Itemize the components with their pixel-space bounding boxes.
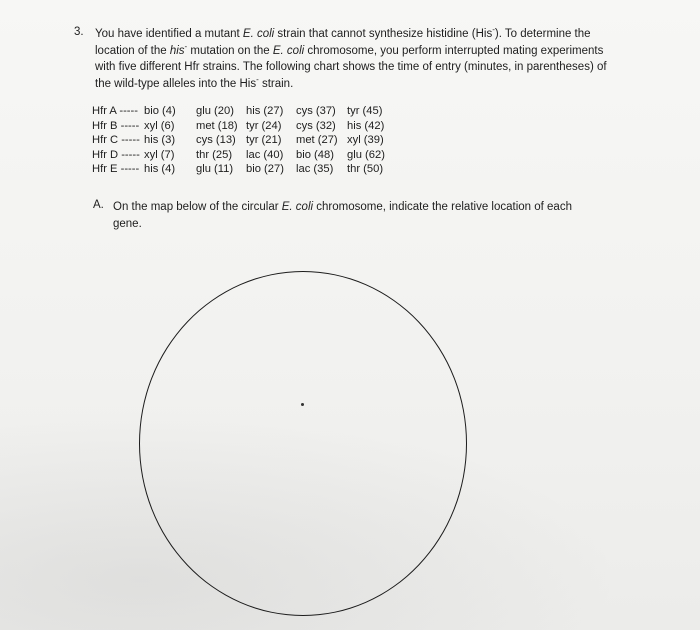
gene-entry: glu (20) [196, 105, 234, 117]
gene-entry: his (3) [144, 134, 176, 147]
hfr-entry-table [92, 104, 397, 177]
circle-center-dot [301, 403, 304, 406]
organism-name: E. coli [242, 28, 275, 40]
hfr-strain-label: Hfr C ----- [92, 134, 140, 147]
gene-entry: bio (48) [296, 148, 334, 161]
gene-entry: tyr (24) [246, 119, 282, 132]
part-a-text-part: chromosome, indicate the relative location of each gene. [113, 201, 572, 230]
part-a-label: A. [93, 199, 104, 211]
superscript-minus: - [184, 41, 188, 51]
organism-name: E. coli [272, 44, 305, 57]
hfr-strain-label: Hfr A ----- [92, 105, 138, 117]
hfr-strain-label: Hfr E ----- [92, 163, 140, 176]
gene-entry: lac (40) [246, 148, 284, 161]
gene-entry: xyl (39) [347, 134, 384, 147]
gene-entry: his (42) [347, 119, 385, 132]
gene-entry: his (4) [144, 163, 176, 176]
gene-entry: lac (35) [296, 163, 334, 176]
gene-entry: cys (13) [196, 134, 236, 147]
part-a-text-part: On the map below of the circular [113, 201, 282, 213]
question-text-part: ). To determine the location of the [95, 28, 591, 57]
question-number: 3. [74, 26, 84, 38]
gene-entry: glu (11) [196, 163, 234, 176]
question-text-part: chromosome, you perform interrupted mating experiments with five different Hfr strains. The following chart shows the time of entry (minutes, in parentheses) of the wild-type alleles into the His [95, 44, 607, 90]
gene-entry: thr (50) [347, 163, 384, 176]
table-row [92, 119, 397, 134]
gene-entry: met (18) [196, 119, 238, 132]
question-text-part: strain. [258, 77, 294, 90]
gene-entry: tyr (21) [246, 134, 282, 147]
gene-entry: tyr (45) [347, 105, 383, 117]
gene-entry: bio (4) [144, 105, 176, 117]
organism-name: E. coli [281, 201, 314, 213]
superscript-minus: - [256, 74, 259, 84]
table-row [92, 148, 397, 163]
part-a-prompt [113, 199, 603, 232]
table-row [92, 162, 397, 177]
question-text [95, 26, 615, 92]
gene-entry: xyl (7) [144, 148, 175, 161]
gene-entry: xyl (6) [144, 119, 175, 132]
gene-entry: glu (62) [347, 148, 385, 161]
hfr-strain-label: Hfr D ----- [92, 148, 140, 161]
question-text-part: strain that cannot synthesize histidine (His [274, 28, 493, 40]
gene-entry: met (27) [296, 134, 338, 147]
question-text-part: mutation on the [187, 44, 273, 57]
hfr-strain-label: Hfr B ----- [92, 119, 140, 132]
gene-entry: cys (37) [296, 105, 336, 117]
chromosome-map-circle[interactable] [139, 271, 467, 616]
gene-entry: thr (25) [196, 148, 233, 161]
table-row [92, 104, 397, 119]
table-row [92, 133, 397, 148]
question-text-part: You have identified a mutant [95, 28, 243, 40]
gene-entry: cys (32) [296, 119, 336, 132]
superscript-minus: - [492, 25, 495, 35]
gene-entry: bio (27) [246, 163, 284, 176]
gene-entry: his (27) [246, 105, 284, 117]
gene-name: his [169, 44, 185, 57]
